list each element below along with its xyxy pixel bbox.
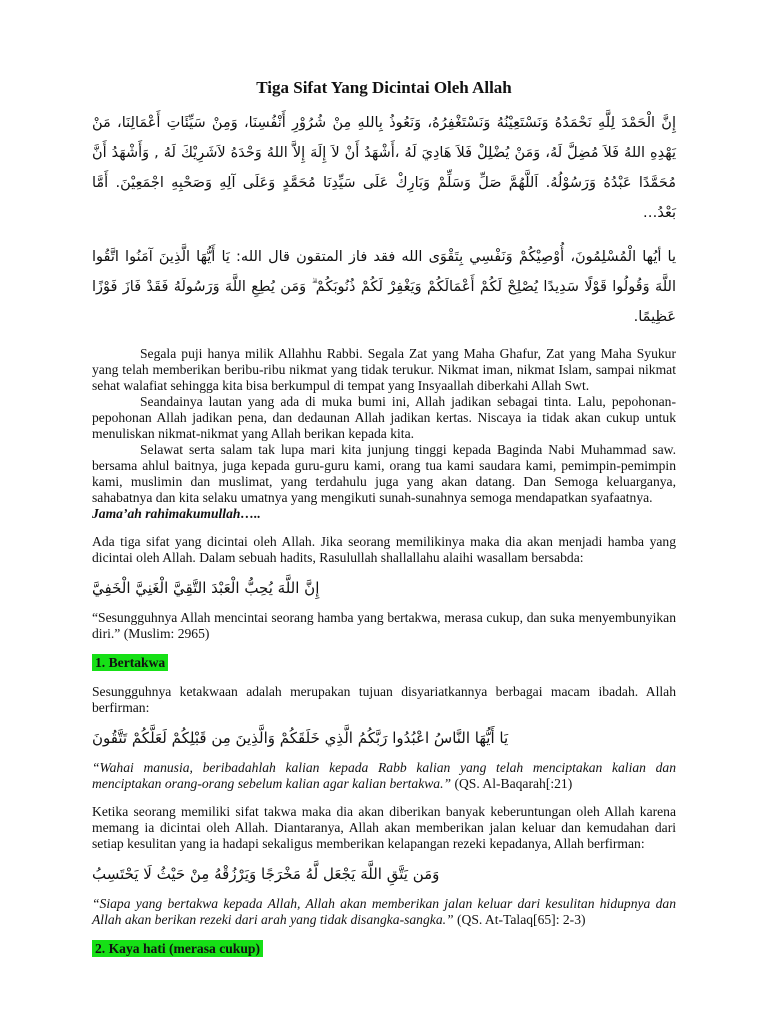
- verse-2-reference: (QS. At-Talaq[65]: 2-3): [453, 912, 586, 927]
- jamaah-greeting: Jama’ah rahimakumullah…..: [92, 506, 261, 521]
- verse-2-translation: “Siapa yang bertakwa kepada Allah, Allah akan memberikan jalan keluar dari kesulitan hidupnya dan Allah akan berikan rezeki dari arah yang tidak disangka-sangka.”: [92, 896, 676, 927]
- verse-2-arabic: وَمَن يَتَّقِ اللَّهَ يَجْعَل لَّهُ مَخْرَجًا وَيَرْزُقْهُ مِنْ حَيْثُ لَا يَحْتَسِبُ: [92, 865, 440, 883]
- section-1-heading-wrap: [92, 654, 676, 672]
- verse-1-translation-block: [92, 760, 676, 792]
- section-2-heading-wrap: [92, 940, 676, 958]
- section-2-heading: 2. Kaya hati (merasa cukup): [92, 940, 263, 957]
- section-1-heading: 1. Bertakwa: [92, 654, 168, 671]
- intro-paragraph-3: Selawat serta salam tak lupa mari kita junjung tinggi kepada Baginda Nabi Muhammad saw. bersama ahlul baitnya, juga kepada guru-guru kami, orang tua kami saudara kami, pemimpin-pemimpin kami, muslimin dan muslimat, yang terdahulu juga yang akan datang. Dan Semoga keluarganya, sahabatnya dan kita selaku umatnya yang mengikuti sunah-sunahnya semoga mendapatkan syafaatnya.: [92, 442, 676, 505]
- section-1-paragraph-2: Ketika seorang memiliki sifat takwa maka dia akan diberikan banyak keberuntungan oleh Allah karena memang ia dicintai oleh Allah. Diantaranya, Allah akan memberikan jalan keluar dan kemudahan dari setiap kesulitan yang ia hadapi sekaligus memberikan kelapangan rezeki kepadanya, Allah berfirman:: [92, 804, 676, 851]
- verse-2-translation-block: [92, 896, 676, 928]
- document-title: Tiga Sifat Yang Dicintai Oleh Allah: [256, 78, 512, 97]
- section-1-paragraph-1: Sesungguhnya ketakwaan adalah merupakan tujuan disyariatkannya berbagai macam ibadah. Allah berfirman:: [92, 684, 676, 715]
- second-arabic-text: يا أيُها الْمُسْلِمُونَ، أُوْصِيْكُمْ وَنَفْسِي بِتَقْوَى الله فقد فاز المتقون قال الله: يَا أَيُّهَا الَّذِينَ آمَنُوا اتَّقُوا اللَّهَ وَقُولُوا قَوْلًا سَدِيدًا يُصْلِحْ لَكُمْ أَعْمَالَكُمْ وَيَغْفِرْ لَكُمْ ذُنُوبَكُمْ ۗ وَمَن يُطِعِ اللَّهَ وَرَسُولَهُ فَقَدْ فَازَ فَوْزًا عَظِيمًا.: [92, 249, 676, 325]
- intro-paragraph-1: Segala puji hanya milik Allahhu Rabbi. Segala Zat yang Maha Ghafur, Zat yang Maha Syukur yang telah memberikan beribu-ribu nikmat yang tidak terukur. Nikmat iman, nikmat Islam, sampai nikmat sehat walafiat sehingga kita bisa berkumpul di tempat yang Insyaallah diberkahi Allah Swt.: [92, 346, 676, 393]
- intro-paragraph-2: Seandainya lautan yang ada di muka bumi ini, Allah jadikan sebagai tinta. Lalu, pepohonan-pepohonan Allah jadikan pena, dan dedaunan Allah jadikan kertas. Niscaya ia tidak akan cukup untuk menuliskan nikmat-nikmat yang Allah berikan kepada kita.: [92, 394, 676, 441]
- hadith-arabic: إِنَّ اللَّهَ يُحِبُّ الْعَبْدَ التَّقِيَّ الْغَنِيَّ الْخَفِيَّ: [92, 579, 320, 597]
- verse-1-arabic: يَا أَيُّهَا النَّاسُ اعْبُدُوا رَبَّكُمُ الَّذِي خَلَقَكُمْ وَالَّذِينَ مِن قَبْلِكُمْ لَعَلَّكُمْ تَتَّقُونَ: [92, 729, 509, 747]
- verse-1-reference: (QS. Al-Baqarah[:21): [451, 776, 573, 791]
- lead-paragraph: Ada tiga sifat yang dicintai oleh Allah. Jika seorang memilikinya maka dia akan menjadi hamba yang dicintai oleh Allah. Dalam sebuah hadits, Rasulullah shallallahu alaihi wasallam bersabda:: [92, 534, 676, 565]
- opening-arabic-text: إِنَّ الْحَمْدَ لِلَّهِ نَحْمَدُهُ وَنَسْتَعِيْنُهُ وَنَسْتَغْفِرُهُ، وَنَعُوذُ بِاللهِ مِنْ شُرُوْرِ أَنْفُسِنَا، وَمِنْ سَيِّئَاتِ أَعْمَالِنَا، مَنْ يَهْدِهِ اللهُ فَلاَ مُضِلَّ لَهُ، وَمَنْ يُضْلِلْ فَلاَ هَادِيَ لَهُ ،أَشْهَدُ أَنْ لاَ إِلَهَ إِلاَّ اللهُ وَحْدَهُ لاَشَرِيْكَ لَهُ , وَأَشْهَدُ أَنَّ مُحَمَّدًا عَبْدُهُ وَرَسُوْلُهُ. اَللَّهُمَّ صَلِّ وَسَلِّمْ وَبَارِكْ عَلَى سَيِّدِنَا مُحَمَّدٍ وَعَلَى آلِهِ وَصَحْبِهِ اجْمَعِيْنَ. أَمَّا بَعْدُ…: [92, 115, 676, 221]
- verse-1-translation: “Wahai manusia, beribadahlah kalian kepada Rabb kalian yang telah menciptakan kalian dan menciptakan orang-orang sebelum kalian agar kalian bertakwa.”: [92, 760, 676, 791]
- hadith-translation: “Sesungguhnya Allah mencintai seorang hamba yang bertakwa, merasa cukup, dan suka menyembunyikan diri.” (Muslim: 2965): [92, 610, 676, 641]
